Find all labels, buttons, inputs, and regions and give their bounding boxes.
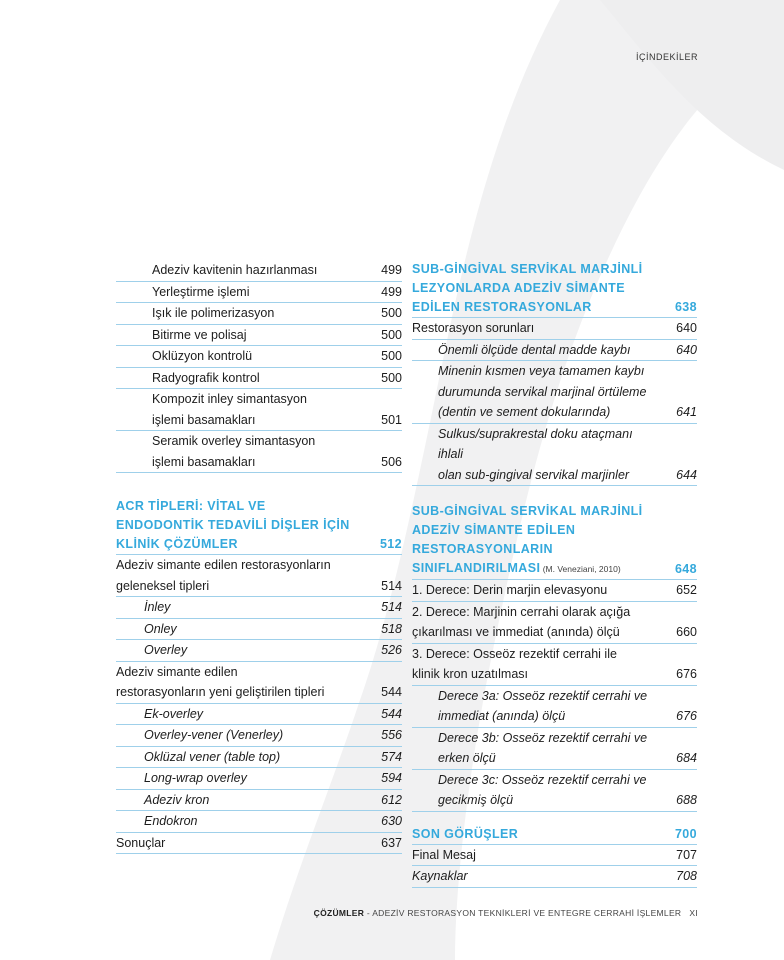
toc-entry[interactable] <box>412 622 697 644</box>
toc-entry[interactable] <box>412 706 697 728</box>
section-title <box>116 497 380 554</box>
toc-left-column <box>116 260 402 854</box>
toc-entry-title: Minenin kısmen veya tamamen kaybı <box>438 364 645 378</box>
footer-subtitle: - ADEZİV RESTORASYON TEKNİKLERİ VE ENTEGRE CERRAHİ İŞLEMLER <box>364 908 682 918</box>
footer-page-number: XI <box>689 908 698 918</box>
toc-entry-page: 660 <box>676 625 697 639</box>
toc-entry-title: Derece 3c: Osseöz rezektif cerrahi ve <box>438 772 647 787</box>
toc-entry[interactable] <box>116 640 402 662</box>
toc-entry[interactable] <box>116 811 402 833</box>
toc-entry-title: Final Mesaj <box>412 847 476 862</box>
toc-entry-page: 640 <box>676 321 697 335</box>
toc-entry[interactable] <box>116 619 402 641</box>
toc-entry[interactable] <box>412 644 697 665</box>
toc-entry-page: 500 <box>381 349 402 363</box>
section-title <box>412 260 675 317</box>
section-title-line: SINIFLANDIRILMASI <box>412 561 541 575</box>
toc-entry-page: 688 <box>676 793 697 807</box>
toc-entry[interactable] <box>116 790 402 812</box>
toc-entry-title: Kompozit inley simantasyon <box>152 392 307 406</box>
section-title-line: EDİLEN RESTORASYONLAR <box>412 300 592 314</box>
toc-entry[interactable] <box>412 424 697 465</box>
toc-entry-page: 499 <box>381 284 402 299</box>
toc-entry-title: Derece 3a: Osseöz rezektif cerrahi ve <box>438 688 648 703</box>
toc-entry-page: 500 <box>381 306 402 320</box>
toc-entry-page: 684 <box>676 751 697 765</box>
toc-entry[interactable] <box>116 282 402 304</box>
toc-entry-title: 3. Derece: Osseöz rezektif cerrahi ile <box>412 646 617 661</box>
toc-entry-page: 594 <box>381 771 402 785</box>
toc-entry[interactable] <box>116 597 402 619</box>
toc-entry-page: 500 <box>381 327 402 342</box>
toc-entry-page: 544 <box>381 685 402 699</box>
toc-entry-title: Oklüzal vener (table top) <box>144 749 281 764</box>
toc-entry[interactable] <box>412 686 697 707</box>
section-page: 648 <box>674 562 697 576</box>
toc-entry-page: 676 <box>676 667 697 681</box>
toc-entry[interactable] <box>116 833 402 855</box>
toc-entry-page: 518 <box>381 621 402 636</box>
toc-entry-page: 708 <box>676 869 697 883</box>
section-title: SON GÖRÜŞLER <box>412 826 519 841</box>
toc-entry-title: Ek-overley <box>144 706 204 721</box>
section-title <box>412 502 675 579</box>
toc-entry-page: 630 <box>381 814 402 828</box>
toc-entry-title: Restorasyon sorunları <box>412 321 535 335</box>
toc-entry[interactable] <box>412 748 697 770</box>
toc-entry-title: gecikmiş ölçü <box>438 793 514 807</box>
toc-entry[interactable] <box>116 260 402 282</box>
toc-entry[interactable] <box>412 580 697 602</box>
toc-entry[interactable] <box>412 790 697 812</box>
toc-entry-title: Önemli ölçüde dental madde kaybı <box>438 342 631 357</box>
toc-entry-page: 506 <box>381 454 402 469</box>
toc-entry[interactable] <box>412 728 697 749</box>
toc-entry[interactable] <box>412 361 697 382</box>
toc-entry-title: klinik kron uzatılması <box>412 667 529 681</box>
toc-section-heading[interactable] <box>412 502 697 580</box>
toc-entry[interactable] <box>116 410 402 432</box>
toc-entry-title: geleneksel tipleri <box>116 578 210 593</box>
toc-entry-title: erken ölçü <box>438 751 496 765</box>
toc-entry-title: olan sub-gingival servikal marjinler <box>438 467 630 482</box>
toc-entry-title: işlemi basamakları <box>152 454 256 469</box>
toc-entry-title: Adeziv simante edilen restorasyonların <box>116 558 331 572</box>
toc-entry-title: Işık ile polimerizasyon <box>152 306 275 320</box>
toc-entry-page: 612 <box>381 792 402 807</box>
toc-entry[interactable] <box>116 704 402 726</box>
toc-right-column <box>412 260 697 888</box>
section-citation: (M. Veneziani, 2010) <box>540 564 621 574</box>
running-header: İÇİNDEKİLER <box>635 52 698 62</box>
toc-entry-page: 501 <box>381 412 402 427</box>
toc-entry-title: Sonuçlar <box>116 835 166 850</box>
toc-section-heading[interactable] <box>412 260 697 318</box>
toc-entry[interactable] <box>116 555 402 576</box>
toc-entry-title: restorasyonların yeni geliştirilen tipleri <box>116 685 325 699</box>
toc-entry-page: 652 <box>676 583 697 597</box>
section-title-line: LEZYONLARDA ADEZİV SİMANTE <box>412 281 625 295</box>
toc-entry-title: immediat (anında) ölçü <box>438 709 566 723</box>
toc-entry-page: 574 <box>381 749 402 764</box>
section-title-line: RESTORASYONLARIN <box>412 542 553 556</box>
toc-entry[interactable] <box>412 866 697 888</box>
toc-entry[interactable] <box>116 325 402 347</box>
section-title-line: SUB-GİNGİVAL SERVİKAL MARJİNLİ <box>412 262 643 276</box>
toc-entry[interactable] <box>412 770 697 791</box>
toc-entry-title: Adeziv kron <box>144 792 210 807</box>
toc-entry-title: İnley <box>144 600 171 614</box>
toc-entry-page: 637 <box>381 835 402 850</box>
section-title-line: ADEZİV SİMANTE EDİLEN <box>412 523 576 537</box>
toc-entry-title: Sulkus/suprakrestal doku ataçmanı ihlali <box>438 426 633 461</box>
toc-entry-title: Overley <box>144 643 188 657</box>
section-title-line: ENDODONTİK TEDAVİLİ DİŞLER İÇİN <box>116 518 350 532</box>
toc-entry[interactable] <box>412 664 697 686</box>
toc-entry[interactable] <box>116 768 402 790</box>
toc-entry-title: Bitirme ve polisaj <box>152 327 247 342</box>
toc-entry-title: Onley <box>144 621 177 636</box>
section-page: 512 <box>379 537 402 551</box>
toc-entry-title: Seramik overley simantasyon <box>152 434 316 448</box>
running-footer <box>314 908 698 918</box>
toc-entry-title: Derece 3b: Osseöz rezektif cerrahi ve <box>438 730 648 745</box>
toc-entry-title: 1. Derece: Derin marjin elevasyonu <box>412 583 608 597</box>
toc-entry-title: Adeziv simante edilen <box>116 664 238 679</box>
toc-entry-title: işlemi basamakları <box>152 412 256 427</box>
toc-entry[interactable] <box>412 340 697 362</box>
toc-entry-title: 2. Derece: Marjinin cerrahi olarak açığa <box>412 604 631 619</box>
toc-entry[interactable] <box>412 402 697 424</box>
toc-entry-page: 556 <box>381 728 402 742</box>
toc-entry[interactable] <box>412 318 697 340</box>
toc-entry[interactable] <box>412 382 697 403</box>
toc-entry[interactable] <box>116 662 402 683</box>
toc-entry[interactable] <box>412 465 697 487</box>
toc-entry[interactable] <box>412 602 697 623</box>
toc-entry-title: Kaynaklar <box>412 869 468 883</box>
toc-entry[interactable] <box>116 747 402 769</box>
toc-entry-page: 640 <box>676 342 697 357</box>
toc-entry[interactable] <box>116 389 402 410</box>
toc-entry-title: (dentin ve sement dokularında) <box>438 405 611 419</box>
toc-section-heading[interactable] <box>412 825 697 845</box>
toc-entry[interactable] <box>116 682 402 704</box>
toc-entry[interactable] <box>116 431 402 452</box>
toc-entry-title: Yerleştirme işlemi <box>152 284 250 299</box>
toc-entry[interactable] <box>116 368 402 390</box>
footer-brand: ÇÖZÜMLER <box>313 908 365 918</box>
toc-entry-title: Endokron <box>144 814 198 828</box>
toc-entry[interactable] <box>412 845 697 867</box>
toc-entry-page: 514 <box>381 600 402 614</box>
section-page: 638 <box>674 300 697 314</box>
toc-entry-title: Adeziv kavitenin hazırlanması <box>152 263 318 277</box>
toc-entry-title: Overley-vener (Venerley) <box>144 728 284 742</box>
toc-entry-page: 676 <box>676 709 697 723</box>
toc-section-heading[interactable] <box>116 497 402 555</box>
toc-entry-title: Long-wrap overley <box>144 771 247 785</box>
toc-entry-title: Oklüzyon kontrolü <box>152 349 253 363</box>
section-title-line: ACR TİPLERİ: VİTAL VE <box>116 499 266 513</box>
toc-entry[interactable] <box>116 576 402 598</box>
toc-entry[interactable] <box>116 303 402 325</box>
toc-entry-title: çıkarılması ve immediat (anında) ölçü <box>412 625 620 639</box>
toc-entry[interactable] <box>116 452 402 474</box>
section-title-line: KLİNİK ÇÖZÜMLER <box>116 537 238 551</box>
toc-entry-page: 641 <box>676 405 697 419</box>
toc-entry-page: 499 <box>381 263 402 277</box>
toc-entry-page: 514 <box>381 578 402 593</box>
section-title-line: SUB-GİNGİVAL SERVİKAL MARJİNLİ <box>412 504 643 518</box>
toc-entry-page: 544 <box>381 706 402 721</box>
toc-entry-title: durumunda servikal marjinal örtüleme <box>438 384 647 399</box>
section-page: 700 <box>674 826 697 841</box>
toc-entry-page: 644 <box>676 467 697 482</box>
toc-entry-title: Radyografik kontrol <box>152 370 260 385</box>
toc-entry-page: 500 <box>381 370 402 385</box>
toc-entry[interactable] <box>116 725 402 747</box>
toc-entry-page: 707 <box>676 847 697 862</box>
toc-entry[interactable] <box>116 346 402 368</box>
toc-entry-page: 526 <box>381 643 402 657</box>
